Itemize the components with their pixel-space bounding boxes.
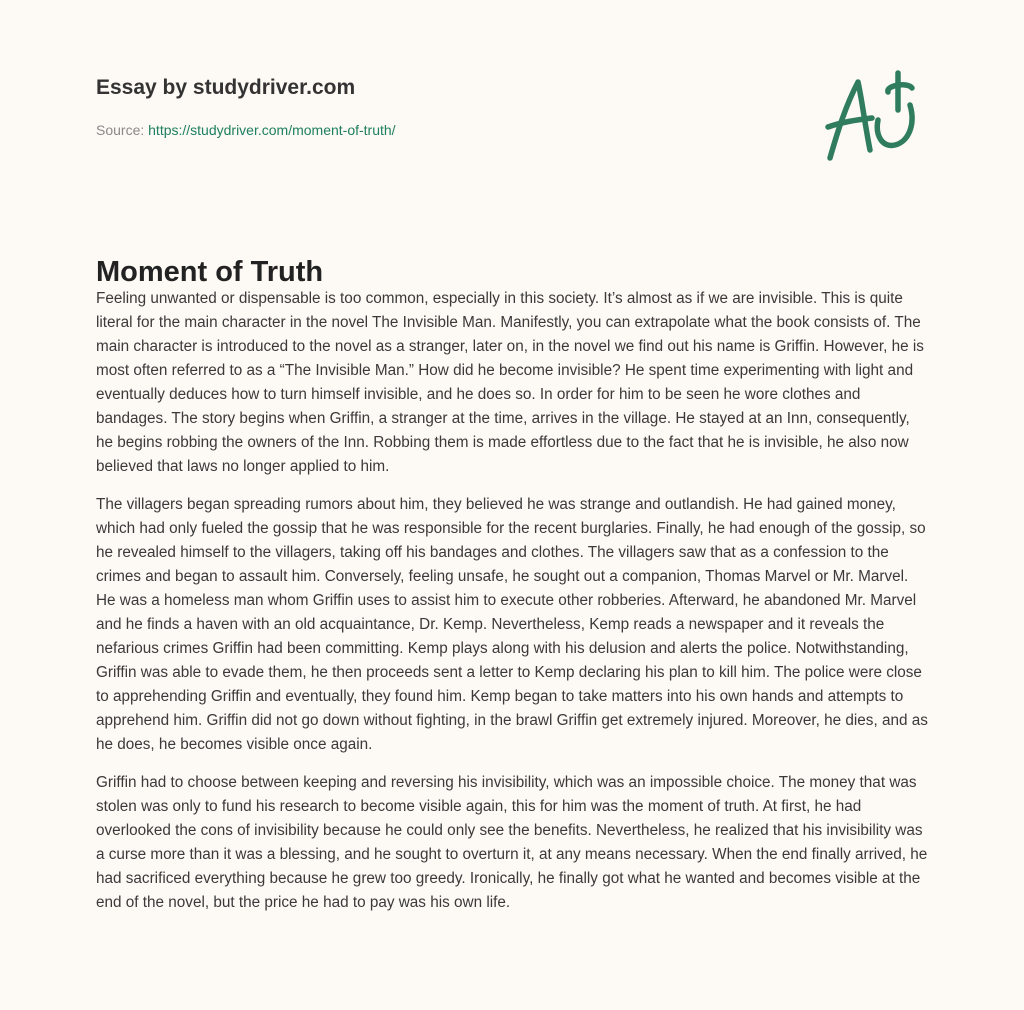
source-label: Source: <box>96 122 145 138</box>
essay-paragraph: Feeling unwanted or dispensable is too common, especially in this society. It’s almost as if we are invisible. This is quite literal for the main character in the novel The Invisible Man. Manifestly, you can extrapolate what the book consists of. The main character is introduced to the novel as a stranger, later on, in the novel we find out his name is Griffin. However, he is most often referred to as a “The Invisible Man.” How did he become invisible? He spent time experimenting with light and eventually deduces how to turn himself invisible, and he does so. In order for him to be seen he wore clothes and bandages. The story begins when Griffin, a stranger at the time, arrives in the village. He stayed at an Inn, consequently, he begins robbing the owners of the Inn. Robbing them is made effortless due to the fact that he is invisible, he also now believed that laws no longer applied to him. <box>96 290 924 475</box>
essay-paragraph: The villagers began spreading rumors about him, they believed he was strange and outlandish. He had gained money, which had only fueled the gossip that he was responsible for the recent burglaries. Finally, he had enough of the gossip, so he revealed himself to the villagers, taking off his bandages and clothes. The villagers saw that as a confession to the crimes and began to assault him. Conversely, feeling unsafe, he sought out a companion, Thomas Marvel or Mr. Marvel. He was a homeless man whom Griffin uses to assist him to execute other robberies. Afterward, he abandoned Mr. Marvel and he finds a haven with an old acquaintance, Dr. Kemp. Nevertheless, Kemp reads a newspaper and it reveals the nefarious crimes Griffin had been committing. Kemp plays along with his delusion and alerts the police. Notwithstanding, Griffin was able to evade them, he then proceeds sent a letter to Kemp declaring his plan to kill him. The police were close to apprehending Griffin and eventually, they found him. Kemp began to take matters into his own hands and attempts to apprehend him. Griffin did not go down without fighting, in the brawl Griffin get extremely injured. Moreover, he dies, and as he does, he becomes visible once again. <box>96 496 928 753</box>
essay-body <box>96 287 928 929</box>
site-title: Essay by studydriver.com <box>96 76 356 99</box>
source-link[interactable]: https://studydriver.com/moment-of-truth/ <box>148 122 396 138</box>
essay-paragraph: Griffin had to choose between keeping and reversing his invisibility, which was an impossible choice. The money that was stolen was only to fund his research to become visible again, this for him was the moment of truth. At first, he had overlooked the cons of invisibility because he could only see the benefits. Nevertheless, he realized that his invisibility was a curse more than it was a blessing, and he sought to overturn it, at any means necessary. When the end finally arrived, he had sacrificed everything because he grew too greedy. Ironically, he finally got what he wanted and becomes visible at the end of the novel, but the price he had to pay was his own life. <box>96 774 928 911</box>
a-plus-logo-icon <box>820 70 930 165</box>
essay-title: Moment of Truth <box>96 256 324 288</box>
source-line <box>96 122 396 138</box>
page-header <box>96 76 396 138</box>
